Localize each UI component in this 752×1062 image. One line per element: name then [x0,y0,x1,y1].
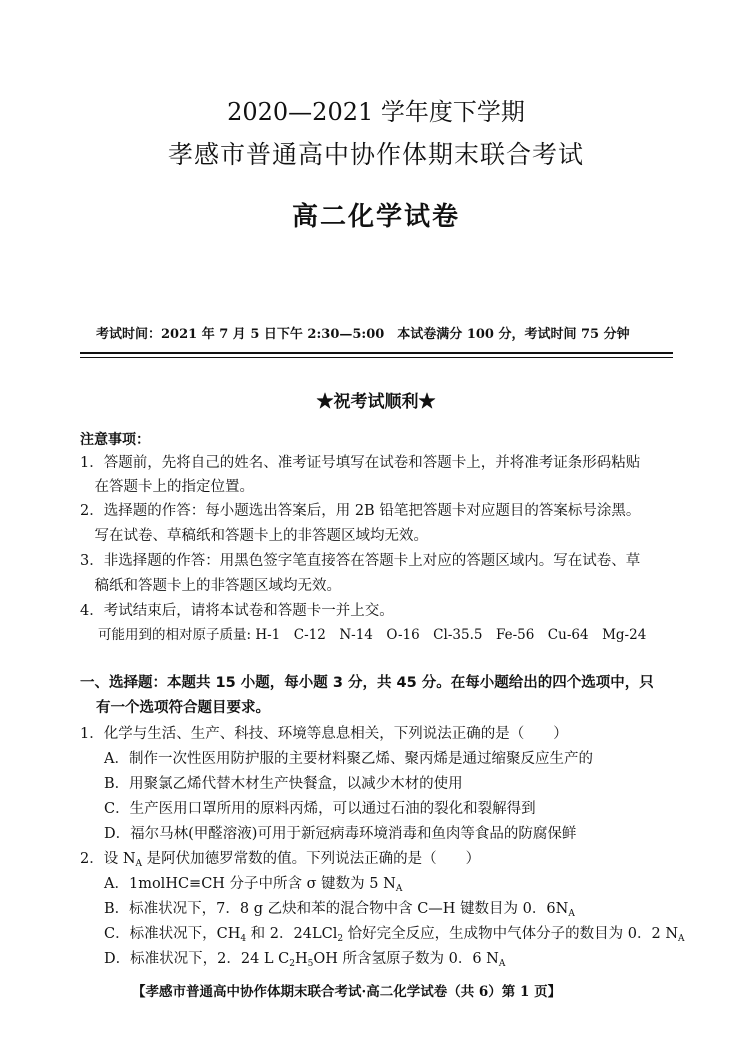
q1-option-c: C．生产医用口罩所用的原料丙烯，可以通过石油的裂化和裂解得到 [104,801,536,817]
section-heading: 一、选择题：本题共 15 小题，每小题 3 分，共 45 分。在每小题给出的四个选项中，只 [80,675,654,691]
q1-option-b: B．用聚氯乙烯代替木材生产快餐盒，以减少木材的使用 [104,776,463,792]
question-2-stem: 2．设 $N_A$ 是阿伏加德罗常数的值。下列说法正确的是（ ） [80,851,481,869]
exam-org-title: 孝感市普通高中协作体期末联合考试 [167,140,584,169]
exam-year-title: 2020—2021 学年度下学期 [227,98,525,126]
q2-option-a: A．1molHC≡CH 分子中所含 σ 键数为 5 $N_A$ [104,876,403,894]
note-line: 写在试卷、草稿纸和答题卡上的非答题区域均无效。 [80,528,428,544]
note-line: 1．答题前，先将自己的姓名、准考证号填写在试卷和答题卡上，并将准考证条形码粘贴 [80,455,641,471]
q2-option-b: B．标准状况下，7．8 g 乙炔和苯的混合物中含 C—H 键数目为 0．$6N_A$ [104,901,575,919]
blessing: ★祝考试顺利★ [316,392,436,412]
exam-info: 考试时间：2021 年 7 月 5 日下午 2:30—5:00 本试卷满分 100 分，考试时间 75 分钟 [96,327,630,342]
section-heading-cont: 有一个选项符合题目要求。 [96,700,270,716]
note-line: 2．选择题的作答：每小题选出答案后，用 2B 铅笔把答题卡对应题目的答案标号涂黑。 [80,503,641,519]
note-line: 4．考试结束后，请将本试卷和答题卡一并上交。 [80,603,394,619]
subject-title: 高二化学试卷 [291,202,460,232]
q1-option-a: A．制作一次性医用防护服的主要材料聚乙烯、聚丙烯是通过缩聚反应生产的 [104,751,593,767]
q2-option-c: C．标准状况下，$CH_4$ 和 2．24LCl$_2$ 恰好完全反应，生成物中气体分子的数目为 0．2 $N_A$ [104,926,685,944]
page-footer: 【孝感市普通高中协作体期末联合考试·高二化学试卷（共 6）第 1 页】 [132,984,562,1000]
question-1-stem: 1．化学与生活、生产、科技、环境等息息相关，下列说法正确的是（ ） [80,726,568,742]
note-line: 稿纸和答题卡上的非答题区域均无效。 [80,578,341,594]
divider-thick [80,352,673,354]
note-line: 3．非选择题的作答：用黑色签字笔直接答在答题卡上对应的答题区域内。写在试卷、草 [80,553,641,569]
divider-thin [80,357,673,358]
q1-option-d: D．福尔马林(甲醛溶液)可用于新冠病毒环境消毒和鱼肉等食品的防腐保鲜 [104,826,577,842]
notes-title: 注意事项： [80,432,150,448]
atomic-masses: 可能用到的相对原子质量: H-1 C-12 N-14 O-16 Cl-35.5 Fe-56 Cu-64 Mg-24 [98,627,647,643]
note-line: 在答题卡上的指定位置。 [80,479,254,495]
q2-option-d: D．标准状况下，2．24 L $C_2H_5OH$ 所含氢原子数为 0．6 $N_A$ [104,951,506,969]
